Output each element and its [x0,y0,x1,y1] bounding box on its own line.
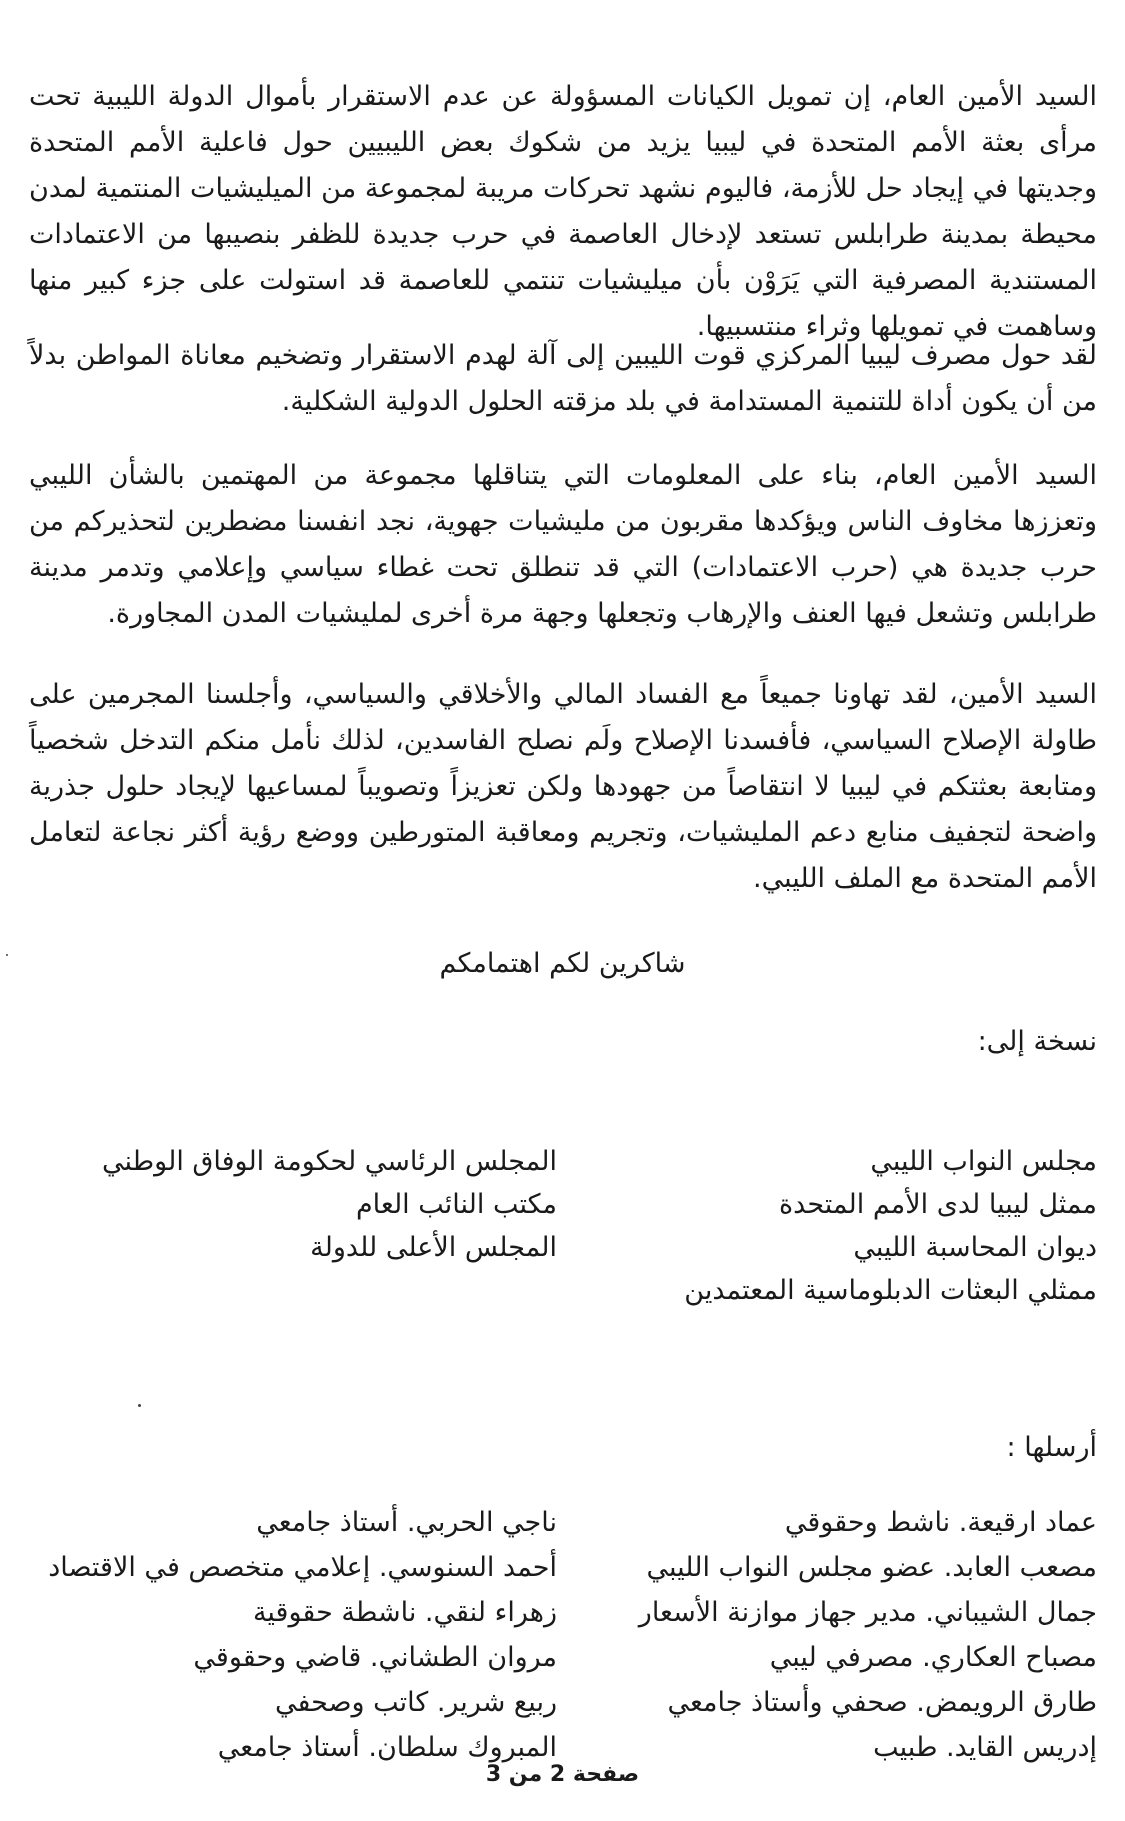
sender-entry: زهراء لنقي. ناشطة حقوقية [252,1597,557,1628]
senders-heading: أرسلها : [1006,1432,1097,1463]
sender-entry: مصعب العابد. عضو مجلس النواب الليبي [646,1552,1097,1583]
copy-recipient: ممثلي البعثات الدبلوماسية المعتمدين [684,1275,1097,1306]
copy-to-heading: نسخة إلى: [977,1026,1097,1057]
copy-recipient: مكتب النائب العام [355,1189,557,1220]
sender-entry: المبروك سلطان. أستاذ جامعي [217,1732,557,1763]
copy-recipient: المجلس الرئاسي لحكومة الوفاق الوطني [102,1146,557,1177]
sender-entry: مصباح العكاري. مصرفي ليبي [769,1642,1097,1673]
body-paragraph: السيد الأمين العام، بناء على المعلومات التي يتناقلها مجموعة من المهتمين بالشأن الليبي وتعززها مخاوف الناس ويؤكدها مقربون من مليشيات جهوية، نجد انفسنا مضطرين لتحذيركم من حرب جديدة هي (حرب الاعتمادات) التي قد تنطلق تحت غطاء سياسي وإعلامي وتدمر مدينة طرابلس وتشعل فيها العنف والإرهاب وتجعلها وجهة مرة أخرى لمليشيات المدن المجاورة. [29,460,1097,629]
sender-entry: جمال الشيباني. مدير جهاز موازنة الأسعار [638,1597,1097,1628]
sender-entry: مروان الطشاني. قاضي وحقوقي [193,1642,557,1673]
sender-entry: عماد ارقيعة. ناشط وحقوقي [784,1507,1097,1538]
body-paragraph: لقد حول مصرف ليبيا المركزي قوت الليبين إلى آلة لهدم الاستقرار وتضخيم معاناة المواطن بدلاً من أن يكون أداة للتنمية المستدامة في بلد مزقته الحلول الدولية الشكلية. [29,340,1097,417]
scan-speck [6,954,8,956]
copy-to-list-left [102,1140,557,1269]
copy-recipient: مجلس النواب الليبي [870,1146,1097,1177]
sender-entry: إدريس القايد. طبيب [873,1732,1097,1763]
copy-recipient: المجلس الأعلى للدولة [310,1232,557,1263]
copy-recipient: ديوان المحاسبة الليبي [853,1232,1097,1263]
sender-entry: ربيع شرير. كاتب وصحفي [275,1687,557,1718]
copy-to-list-right [684,1140,1097,1312]
sender-entry: أحمد السنوسي. إعلامي متخصص في الاقتصاد [48,1552,557,1583]
sender-entry: ناجي الحربي. أستاذ جامعي [256,1507,557,1538]
body-paragraph: السيد الأمين العام، إن تمويل الكيانات المسؤولة عن عدم الاستقرار بأموال الدولة الليبية تحت مرأى بعثة الأمم المتحدة في ليبيا يزيد من شكوك بعض الليبيين حول فاعلية الأمم المتحدة وجديتها في إيجاد حل للأزمة، فاليوم نشهد تحركات مريبة لمجموعة من الميليشيات المنتمية لمدن محيطة بمدينة طرابلس تستعد لإدخال العاصمة في حرب جديدة للظفر بنصيبها من الاعتمادات المستندية المصرفية التي يَرَوْن بأن ميليشيات تنتمي للعاصمة قد استولت على جزء كبير منها وساهمت في تمويلها وثراء منتسبيها. [29,81,1097,342]
sender-entry: طارق الرويمض. صحفي وأستاذ جامعي [667,1687,1097,1718]
body-paragraph: السيد الأمين، لقد تهاونا جميعاً مع الفساد المالي والأخلاقي والسياسي، وأجلسنا المجرمين على طاولة الإصلاح السياسي، فأفسدنا الإصلاح ولَم نصلح الفاسدين، لذلك نأمل منكم التدخل شخصياً ومتابعة بعثتكم في ليبيا لا انتقاصاً من جهودها ولكن تعزيزاً وتصويباً لمساعيها لإيجاد حلول جذرية واضحة لتجفيف منابع دعم المليشيات، وتجريم ومعاقبة المتورطين ووضع رؤية أكثر نجاعة لتعامل الأمم المتحدة مع الملف الليبي. [29,679,1097,894]
copy-recipient: ممثل ليبيا لدى الأمم المتحدة [779,1189,1097,1220]
scan-speck [138,1404,141,1407]
senders-list-left [48,1500,557,1770]
page-number: صفحة 2 من 3 [485,1762,640,1787]
closing-thanks: شاكرين لكم اهتمامكم [439,948,686,979]
senders-list-right [639,1500,1097,1770]
